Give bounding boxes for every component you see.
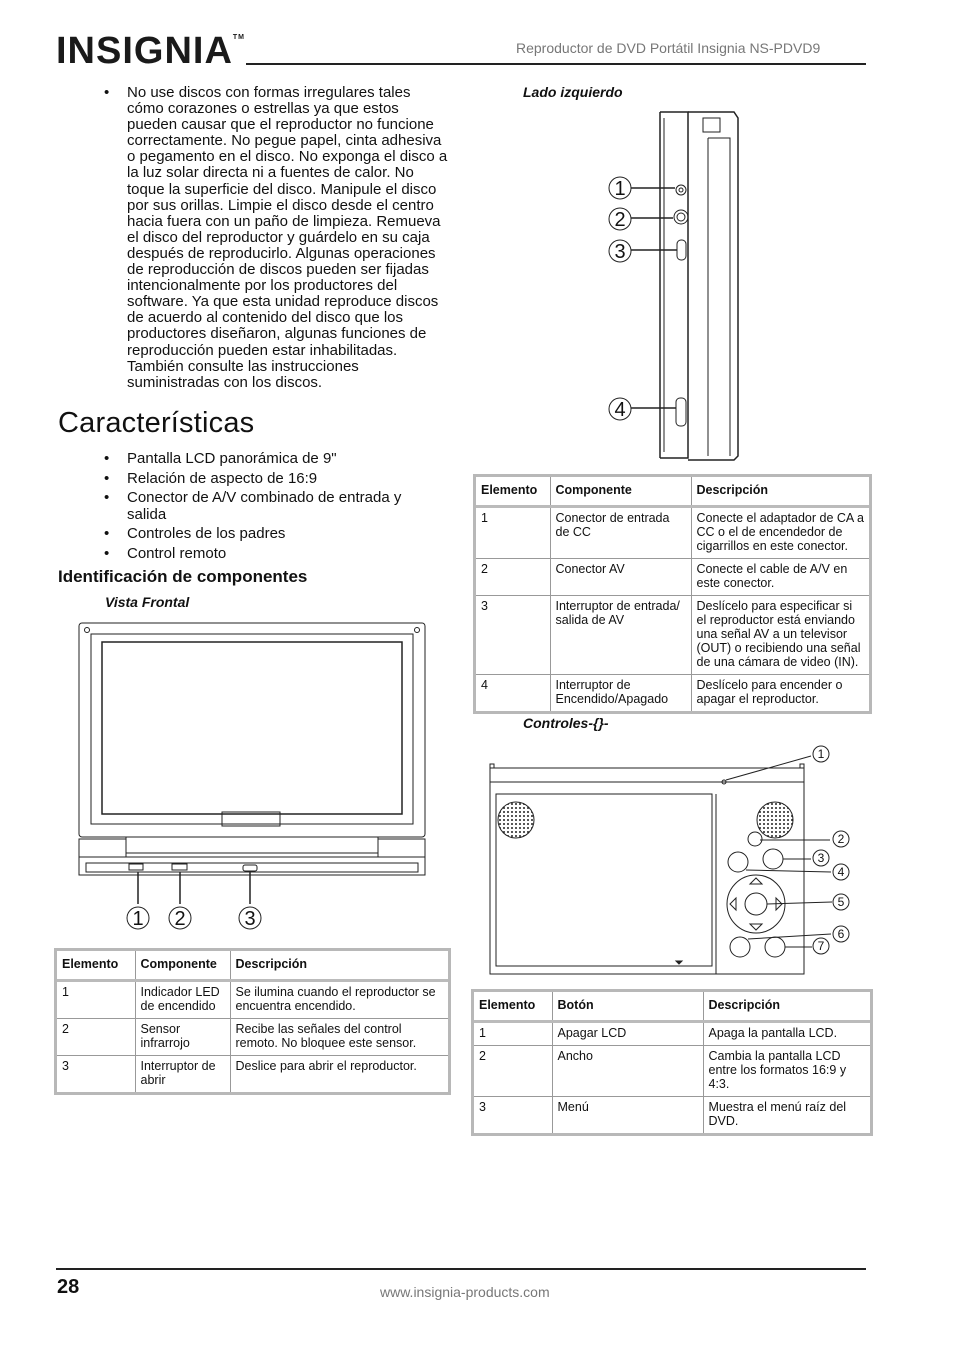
table-row [476, 559, 869, 596]
controls-bottom-right-button [765, 937, 785, 957]
front-view-caption: Vista Frontal [105, 594, 190, 610]
front-ir-sensor [172, 864, 187, 870]
front-callout-leaders [138, 872, 250, 904]
table-row [474, 1097, 870, 1134]
table-row [57, 1019, 448, 1056]
controls-bottom-left-button [730, 937, 750, 957]
table-row [474, 1046, 870, 1097]
front-lid-outline [79, 623, 425, 837]
table-header-cell: Descripción [703, 992, 870, 1022]
front-callout-3: 3 [244, 908, 256, 930]
features-list [104, 451, 444, 565]
front-callout-2: 2 [174, 908, 186, 930]
table-cell: Deslice para abrir el reproductor. [230, 1056, 448, 1093]
header-rule [246, 63, 866, 65]
side-latch [703, 118, 720, 132]
feature-item: • Control remoto [104, 546, 444, 563]
table-cell: Interruptor de Encendido/Apagado [550, 675, 691, 712]
front-callout-1: 1 [132, 908, 144, 930]
front-screen [102, 642, 402, 814]
table-header-row [474, 992, 870, 1022]
table-cell: 4 [476, 675, 550, 712]
left-side-caption: Lado izquierdo [523, 84, 623, 100]
brand-logo [56, 30, 245, 73]
controls-leader-5 [767, 902, 832, 904]
table-header-cell: Componente [135, 951, 230, 981]
table-cell: Deslícelo para especificar si el reproductor está enviando una señal AV a un televisor (OUT) o recibiendo una señal de una cámara de video (IN). [691, 596, 869, 675]
controls-callout-4: 4 [837, 865, 845, 879]
table-cell: Cambia la pantalla LCD entre los formatos 16:9 y 4:3. [703, 1046, 870, 1097]
left-side-diagram [600, 108, 750, 464]
table-cell: Deslícelo para encender o apagar el reproductor. [691, 675, 869, 712]
table-cell: 2 [57, 1019, 135, 1056]
table-cell: Conecte el cable de A/V en este conector. [691, 559, 869, 596]
table-row [476, 596, 869, 675]
table-header-cell: Descripción [691, 477, 869, 507]
table-cell: 1 [474, 1022, 552, 1046]
table-cell: Menú [552, 1097, 703, 1134]
controls-callout-1: 1 [817, 747, 825, 761]
table-cell: Se ilumina cuando el reproductor se encuentra encendido. [230, 981, 448, 1019]
table-cell: Muestra el menú raíz del DVD. [703, 1097, 870, 1134]
controls-menu-button [728, 852, 748, 872]
front-screen-bezel [91, 634, 413, 824]
intro-bullet-list [104, 85, 449, 391]
table-row [476, 507, 869, 559]
front-hinge-left [79, 839, 126, 857]
footer-url: www.insignia-products.com [380, 1284, 550, 1300]
side-av-jack [674, 210, 688, 224]
components-subheading: Identificación de componentes [58, 567, 308, 586]
controls-callout-3: 3 [817, 851, 825, 865]
controls-caption: Controles-{}- [523, 715, 609, 731]
controls-top-edge [490, 764, 804, 768]
left-side-table [473, 474, 872, 714]
feature-item: • Relación de aspecto de 16:9 [104, 471, 444, 488]
controls-callout-2: 2 [837, 832, 845, 846]
feature-item: • Conector de A/V combinado de entrada y salida [104, 490, 444, 523]
side-callout-3: 3 [614, 241, 626, 263]
table-cell: 3 [57, 1056, 135, 1093]
feature-item: • Pantalla LCD panorámica de 9" [104, 451, 444, 468]
table-cell: Apagar LCD [552, 1022, 703, 1046]
front-screw-right [415, 628, 420, 633]
side-callout-1: 1 [614, 178, 626, 200]
speaker-left-icon [498, 802, 534, 838]
controls-enter-button [745, 893, 767, 915]
controls-callout-6: 6 [837, 927, 845, 941]
controls-callout-7: 7 [817, 939, 825, 953]
table-cell: Interruptor de abrir [135, 1056, 230, 1093]
footer-rule [56, 1268, 866, 1270]
table-cell: Ancho [552, 1046, 703, 1097]
table-header-cell: Componente [550, 477, 691, 507]
table-cell: 1 [57, 981, 135, 1019]
side-lid-inner [708, 138, 730, 456]
table-cell: Indicador LED de encendido [135, 981, 230, 1019]
table-cell: Sensor infrarrojo [135, 1019, 230, 1056]
front-open-switch [243, 865, 257, 871]
logo-text: INSIGNIA [56, 30, 233, 72]
side-av-switch [677, 240, 686, 260]
controls-round-button [763, 849, 783, 869]
table-cell: Conecte el adaptador de CA a CC o el de encendedor de cigarrillos en este conector. [691, 507, 869, 559]
table-header-cell: Botón [552, 992, 703, 1022]
side-dc-jack [676, 185, 686, 195]
table-cell: 2 [474, 1046, 552, 1097]
front-hinge-right [378, 839, 425, 857]
table-header-cell: Elemento [476, 477, 550, 507]
logo-trademark: TM [232, 34, 246, 41]
controls-callout-5: 5 [837, 895, 845, 909]
controls-base-outline [490, 782, 804, 974]
page-number: 28 [57, 1276, 80, 1298]
controls-latch-mark [676, 961, 682, 964]
front-view-table [54, 948, 451, 1095]
table-cell: Interruptor de entrada/ salida de AV [550, 596, 691, 675]
section-title: Características [58, 407, 255, 439]
front-view-diagram [76, 620, 428, 938]
table-cell: 3 [476, 596, 550, 675]
table-row [57, 1056, 448, 1093]
controls-top-strip [490, 768, 804, 782]
controls-table [471, 989, 873, 1136]
feature-item: • Controles de los padres [104, 526, 444, 543]
table-cell: 3 [474, 1097, 552, 1134]
side-callout-2: 2 [614, 209, 626, 231]
controls-wide-button [748, 832, 762, 846]
side-av-jack-ring [677, 213, 685, 221]
table-cell: Conector de entrada de CC [550, 507, 691, 559]
speaker-right-icon [757, 802, 793, 838]
intro-bullet: • No use discos con formas irregulares tales cómo corazones o estrellas ya que estos pueden causar que el reproductor no funcione correctamente. No pegue papel, cinta adhesiva o pegamento en el disco. No exponga el disco a la luz solar directa ni a fuentes de calor. No toque la superficie del disco. Manipule el disco por sus orillas. Limpie el disco desde el centro hacia fuera con un paño de limpieza. Remueva el disco del reproductor y guárdelo en su caja después de reproducirlo. Algunas operaciones de reproducción de discos pueden ser fijadas intencionalmente por los productores del software. Ya que esta unidad reproduce discos de acuerdo al contenido del disco que los productores diseñaron, algunas funciones de reproducción pueden estar inhabilitadas. También consulte las instrucciones suministradas con los discos. [104, 85, 449, 391]
controls-leader-4 [746, 870, 831, 872]
side-dc-jack-pin [679, 188, 683, 192]
table-row [474, 1022, 870, 1046]
table-row [57, 981, 448, 1019]
front-screw-left [85, 628, 90, 633]
table-cell: Recibe las señales del control remoto. No bloquee este sensor. [230, 1019, 448, 1056]
side-callout-4: 4 [614, 399, 626, 421]
table-header-row [57, 951, 448, 981]
table-cell: Conector AV [550, 559, 691, 596]
table-header-row [476, 477, 869, 507]
header-title: Reproductor de DVD Portátil Insignia NS-PDVD9 [516, 40, 821, 56]
table-cell: Apaga la pantalla LCD. [703, 1022, 870, 1046]
front-hinge [126, 837, 378, 853]
front-led [129, 864, 143, 870]
controls-diagram [486, 742, 858, 978]
table-header-cell: Elemento [474, 992, 552, 1022]
table-row [476, 675, 869, 712]
side-power-switch [676, 398, 686, 426]
table-cell: 2 [476, 559, 550, 596]
table-cell: 1 [476, 507, 550, 559]
table-header-cell: Descripción [230, 951, 448, 981]
table-header-cell: Elemento [57, 951, 135, 981]
